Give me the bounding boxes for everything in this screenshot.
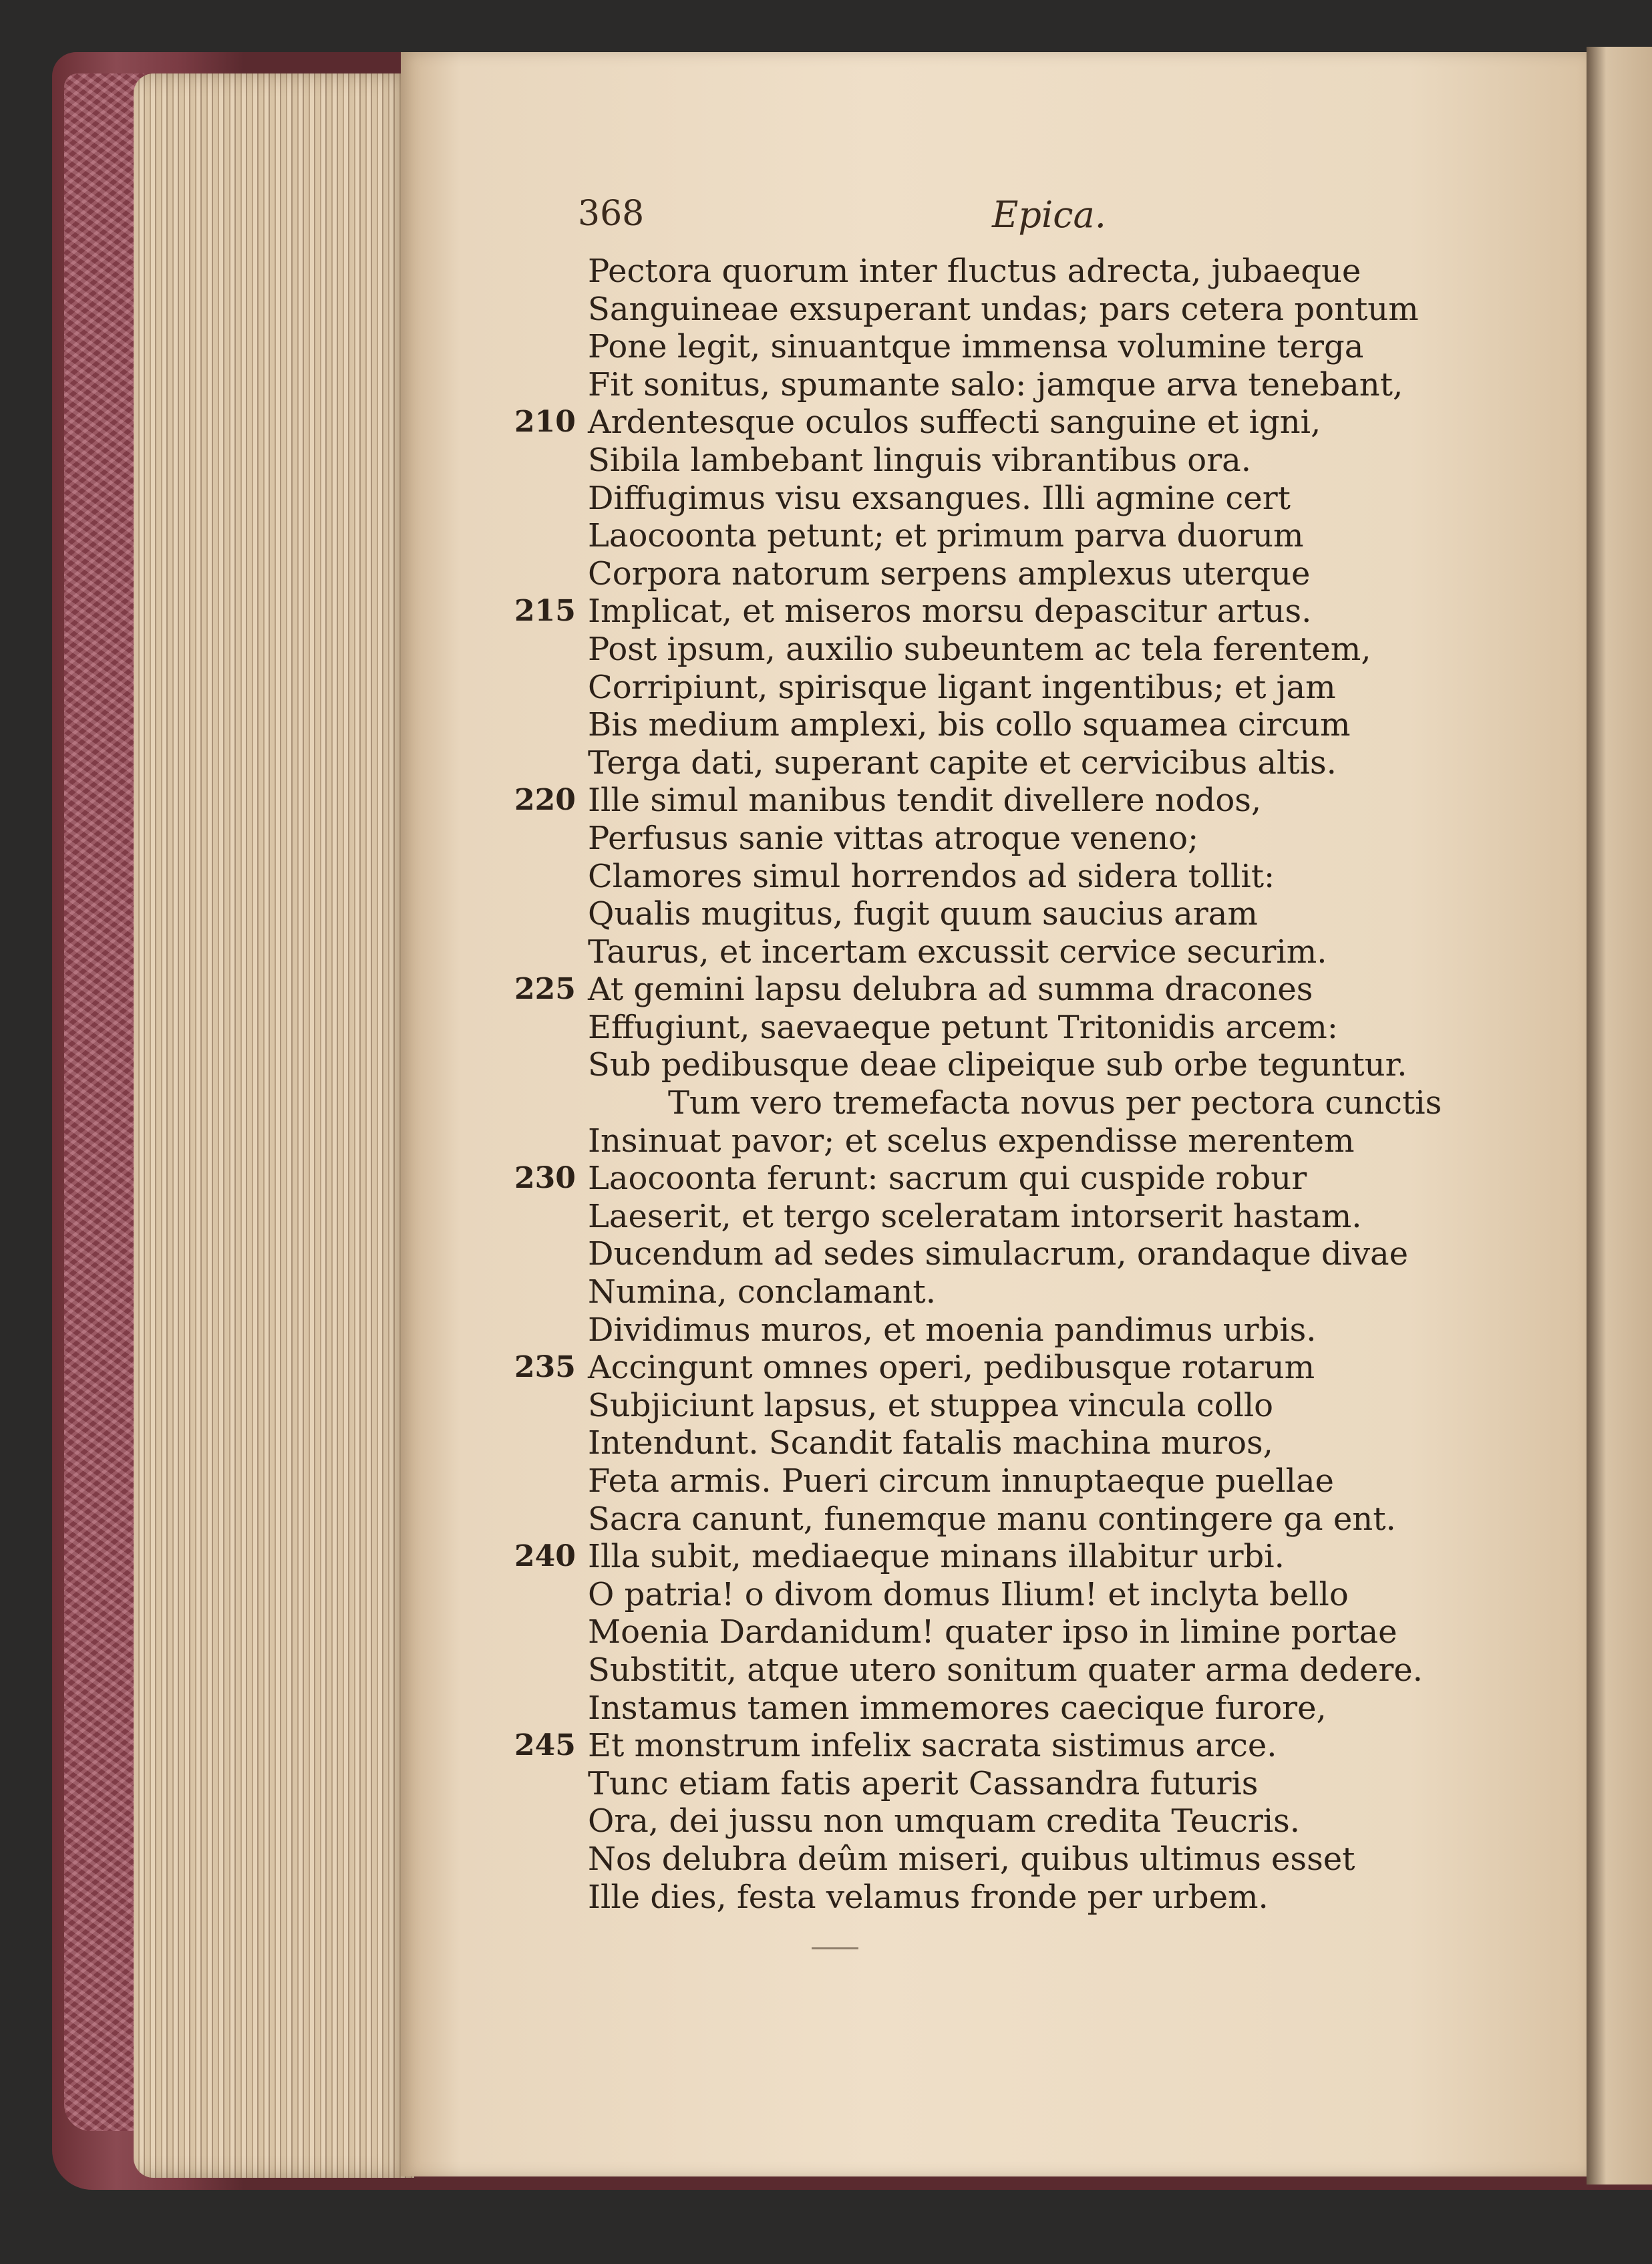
verse-line [588,669,1490,707]
verse-line [588,1613,1490,1651]
verse-line [514,782,1490,820]
verse-line [588,1387,1490,1425]
page-block-edges [134,73,414,2178]
verse-line [514,1349,1490,1387]
verse-line [588,1273,1490,1311]
verse-line-text: Moenia Dardanidum! quater ipso in limine portae [588,1613,1397,1651]
verse-line [588,1311,1490,1349]
verse-line-text: Ille dies, festa velamus fronde per urbem. [588,1878,1269,1916]
verse-line [588,1576,1490,1614]
verse-line-text: Subjiciunt lapsus, et stuppea vincula collo [588,1386,1274,1424]
verse-line [588,744,1490,782]
verse-line-text: Insinuat pavor; et scelus expendisse merentem [588,1122,1355,1160]
verse-text [514,253,1490,1916]
verse-line-text: Taurus, et incertam excussit cervice securim. [588,933,1327,971]
verse-line [588,1198,1490,1236]
verse-line-text: Intendunt. Scandit fatalis machina muros, [588,1424,1273,1462]
verse-line-text: Illa subit, mediaeque minans illabitur urbi. [588,1538,1285,1576]
verse-line-text: Corripiunt, spirisque ligant ingentibus; et jam [588,668,1336,706]
facing-page-edge [1587,47,1652,2185]
verse-line-text: Post ipsum, auxilio subeuntem ac tela ferentem, [588,630,1371,668]
verse-line [588,1500,1490,1539]
verse-line [588,820,1490,858]
verse-line-text: Pectora quorum inter fluctus adrecta, jubaeque [588,253,1361,290]
page-header [578,194,1179,247]
verse-line-text: Tum vero tremefacta novus per pectora cunctis [668,1084,1442,1122]
verse-line [588,442,1490,480]
verse-line [588,253,1490,291]
verse-line [588,555,1490,593]
verse-line [588,366,1490,404]
verse-line [588,1879,1490,1917]
verse-line [588,1084,1490,1122]
verse-line-text: Implicat, et miseros morsu depascitur artus. [588,593,1312,631]
verse-line-text: Qualis mugitus, fugit quum saucius aram [588,895,1258,933]
verse-line [588,1235,1490,1273]
verse-line-text: Ardentesque oculos suffecti sanguine et igni, [588,403,1321,442]
page-number: 368 [578,194,645,234]
verse-line-text: Sub pedibusque deae clipeique sub orbe teguntur. [588,1046,1408,1084]
line-number: 235 [514,1350,576,1385]
verse-line [588,1689,1490,1728]
verse-line-text: Accingunt omnes operi, pedibusque rotarum [588,1349,1315,1387]
verse-line-text: Numina, conclamant. [588,1273,936,1311]
verse-line [514,1538,1490,1576]
verse-line-text: Nos delubra deûm miseri, quibus ultimus esset [588,1840,1355,1878]
verse-line [588,1765,1490,1803]
verse-line [588,933,1490,971]
verse-line [514,1160,1490,1198]
verse-line [514,1727,1490,1765]
verse-line-text: Fit sonitus, spumante salo: jamque arva tenebant, [588,365,1403,403]
marbled-cover-edge [64,73,144,2131]
verse-line [588,480,1490,518]
line-number: 245 [514,1728,576,1763]
verse-line-text: Pone legit, sinuantque immensa volumine terga [588,328,1364,366]
verse-line-text: Ducendum ad sedes simulacrum, orandaque divae [588,1235,1409,1273]
verse-line-text: Sacra canunt, funemque manu contingere ga ent. [588,1500,1396,1538]
verse-line-text: Corpora natorum serpens amplexus uterque [588,554,1311,593]
verse-line-text: Bis medium amplexi, bis collo squamea circum [588,706,1351,744]
verse-line [588,328,1490,366]
verse-line [588,1424,1490,1462]
verse-line [588,858,1490,896]
verse-line [588,1046,1490,1084]
running-head: Epica. [992,194,1106,236]
verse-line-text: Ora, dei jussu non umquam credita Teucris. [588,1802,1301,1840]
verse-line [588,1122,1490,1160]
verse-line [588,1651,1490,1689]
verse-line [588,1009,1490,1047]
verse-line [588,1840,1490,1879]
line-number: 240 [514,1539,576,1574]
verse-line-text: Feta armis. Pueri circum innuptaeque puellae [588,1462,1334,1500]
verse-line-text: Sibila lambebant linguis vibrantibus ora. [588,441,1252,479]
verse-line [588,631,1490,669]
line-number: 210 [514,405,576,440]
line-number: 225 [514,972,576,1007]
verse-line [588,1462,1490,1500]
verse-line-text: Substitit, atque utero sonitum quater arma dedere. [588,1651,1423,1689]
verse-line-text: Dividimus muros, et moenia pandimus urbis. [588,1311,1317,1349]
footer-rule [812,1947,858,1949]
verse-line-text: Laocoonta petunt; et primum parva duorum [588,517,1304,555]
line-number: 215 [514,594,576,629]
verse-line-text: Perfusus sanie vittas atroque veneno; [588,819,1199,857]
verse-line-text: Effugiunt, saevaeque petunt Tritonidis arcem: [588,1008,1338,1046]
verse-line [588,291,1490,329]
verse-line-text: Terga dati, superant capite et cervicibus altis. [588,744,1337,782]
verse-line-text: Sanguineae exsuperant undas; pars cetera pontum [588,290,1419,328]
verse-line-text: Tunc etiam fatis aperit Cassandra futuris [588,1764,1259,1802]
verse-line-text: Et monstrum infelix sacrata sistimus arce. [588,1727,1277,1765]
verse-line [514,403,1490,442]
verse-line-text: O patria! o divom domus Ilium! et inclyta bello [588,1575,1349,1613]
verse-line-text: Clamores simul horrendos ad sidera tollit: [588,857,1275,895]
verse-line-text: Laeserit, et tergo sceleratam intorserit hastam. [588,1197,1362,1235]
verse-line [588,895,1490,933]
verse-line-text: At gemini lapsu delubra ad summa dracones [588,971,1313,1009]
verse-line-text: Diffugimus visu exsangues. Illi agmine cert [588,479,1291,517]
verse-line-text: Instamus tamen immemores caecique furore, [588,1689,1327,1727]
verse-line [588,1802,1490,1840]
verse-line-text: Laocoonta ferunt: sacrum qui cuspide robur [588,1160,1307,1198]
verse-line [588,706,1490,744]
verse-line [588,517,1490,555]
line-number: 230 [514,1161,576,1196]
verse-line [514,971,1490,1009]
verse-line [514,593,1490,631]
line-number: 220 [514,783,576,818]
verse-line-text: Ille simul manibus tendit divellere nodos, [588,782,1262,820]
